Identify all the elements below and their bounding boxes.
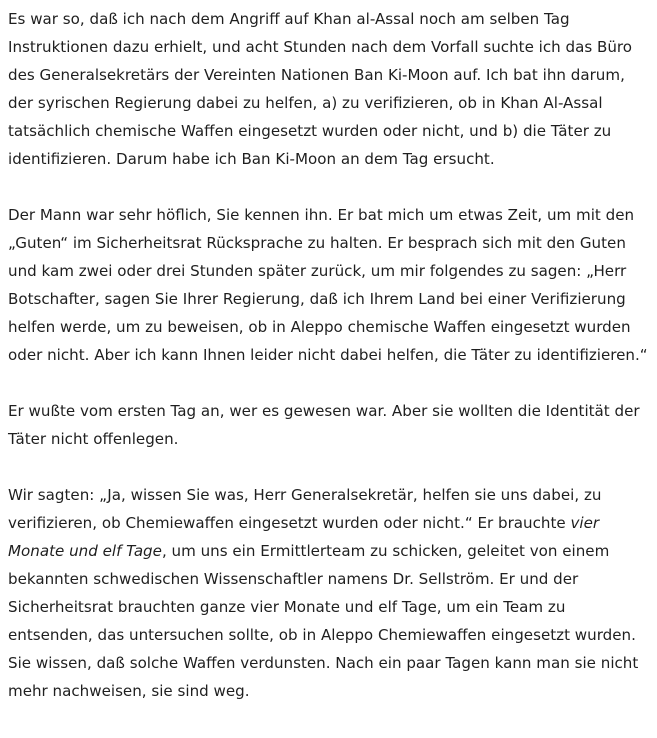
paragraph-request-to-ban-ki-moon <box>8 5 654 173</box>
paragraph-investigation-delay <box>8 481 654 705</box>
paragraph-secretary-general-reply <box>8 201 654 369</box>
paragraph-text: Es war so, daß ich nach dem Angriff auf Khan al-Assal noch am selben Tag Instruktionen dazu erhielt, und acht Stunden nach dem Vorfall suchte ich das Büro des Generalsekretärs der Vereinten Nationen Ban Ki-Moon auf. Ich bat ihn darum, der syrischen Regierung dabei zu helfen, a) zu verifizieren, ob in Khan Al-Assal tatsächlich chemische Waffen eingesetzt wurden oder nicht, und b) die Täter zu identifizieren. Darum habe ich Ban Ki-Moon an dem Tag ersucht. <box>8 10 633 168</box>
paragraph-identity-known <box>8 397 654 453</box>
article-body <box>8 5 654 705</box>
paragraph-text: Er wußte vom ersten Tag an, wer es gewesen war. Aber sie wollten die Identität der Täter nicht offenlegen. <box>8 402 640 448</box>
paragraph-text: Der Mann war sehr höflich, Sie kennen ihn. Er bat mich um etwas Zeit, um mit den „Guten“ im Sicherheitsrat Rücksprache zu halten. Er besprach sich mit den Guten und kam zwei oder drei Stunden später zurück, um mir folgendes zu sagen: „Herr Botschafter, sagen Sie Ihrer Regierung, daß ich Ihrem Land bei einer Verifizierung helfen werde, um zu beweisen, ob in Aleppo chemische Waffen eingesetzt wurden oder nicht. Aber ich kann Ihnen leider nicht dabei helfen, die Täter zu identifizieren.“ <box>8 206 648 364</box>
paragraph-text: Wir sagten: „Ja, wissen Sie was, Herr Generalsekretär, helfen sie uns dabei, zu verifizieren, ob Chemiewaffen eingesetzt wurden oder nicht.“ Er brauchte <box>8 486 602 532</box>
emphasized-duration: vier Monate und elf Tage <box>8 514 600 560</box>
paragraph-text: , um uns ein Ermittlerteam zu schicken, geleitet von einem bekannten schwedischen Wissenschaftler namens Dr. Sellström. Er und der Sicherheitsrat brauchten ganze vier Monate und elf Tage, um ein Team zu entsenden, das untersuchen sollte, ob in Aleppo Chemiewaffen eingesetzt wurden. Sie wissen, daß solche Waffen verdunsten. Nach ein paar Tagen kann man sie nicht mehr nachweisen, sie sind weg. <box>8 542 639 700</box>
